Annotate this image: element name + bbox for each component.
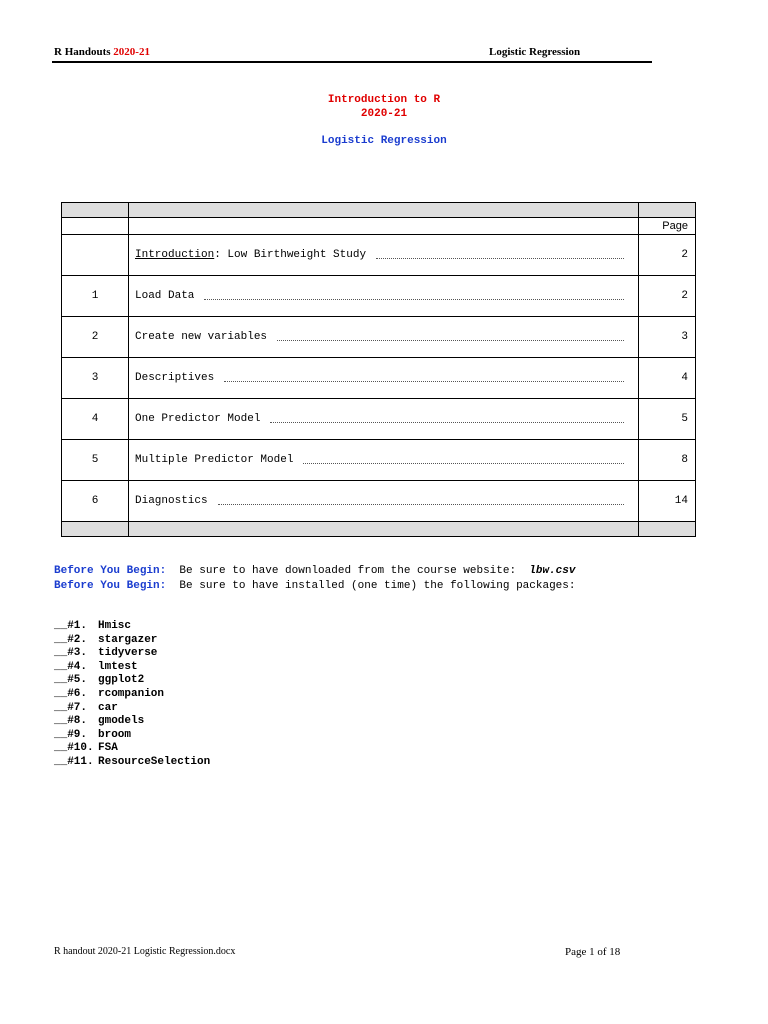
before-you-begin-line-2 [54, 580, 576, 592]
before-you-begin-text: Be sure to have downloaded from the course website: [166, 565, 530, 577]
list-item [54, 647, 210, 661]
package-list [54, 620, 210, 770]
toc-page-header-row [62, 218, 696, 235]
list-item [54, 756, 210, 770]
toc-row-page: 14 [639, 481, 696, 522]
package-number: __#7. [54, 701, 88, 714]
header-left [54, 46, 150, 58]
toc-row-page: 3 [639, 317, 696, 358]
dot-leader [218, 504, 624, 505]
before-you-begin-text: Be sure to have installed (one time) the following packages: [166, 580, 576, 592]
toc-row-title[interactable]: : Low Birthweight Study [214, 249, 367, 261]
toc-row-title-cell [129, 276, 639, 317]
toc-top-shade-row [62, 203, 696, 218]
list-item [54, 742, 210, 756]
toc-row-title-cell [129, 317, 639, 358]
toc-row-title[interactable]: Load Data [135, 290, 195, 302]
toc-row-title-cell [129, 358, 639, 399]
toc-row-number: 2 [62, 317, 129, 358]
toc-row [62, 235, 696, 276]
title-line-1: Introduction to R [327, 94, 441, 106]
toc-row-title-cell [129, 440, 639, 481]
header-title: R Handouts [54, 46, 114, 58]
header-right: Logistic Regression [489, 46, 581, 58]
list-item [54, 634, 210, 648]
before-you-begin-label: Before You Begin: [54, 580, 167, 592]
list-item [54, 715, 210, 729]
toc-row-number: 6 [62, 481, 129, 522]
toc-row [62, 317, 696, 358]
list-item [54, 688, 210, 702]
package-number: __#10. [54, 742, 94, 755]
toc-row-title-cell [129, 481, 639, 522]
package-number: __#5. [54, 674, 88, 687]
list-item [54, 661, 210, 675]
toc-row-title[interactable]: Descriptives [135, 372, 215, 384]
package-name: tidyverse [98, 647, 158, 660]
footer-filename: R handout 2020-21 Logistic Regression.docx [54, 946, 236, 957]
package-name: ResourceSelection [98, 755, 211, 768]
package-name: stargazer [98, 633, 158, 646]
footer-page-number: Page 1 of 18 [565, 946, 621, 958]
package-number: __#8. [54, 715, 88, 728]
list-item [54, 620, 210, 634]
toc-row-number: 5 [62, 440, 129, 481]
package-name: FSA [98, 742, 118, 755]
package-number: __#2. [54, 633, 88, 646]
package-name: Hmisc [98, 620, 132, 632]
data-file-name: lbw.csv [529, 565, 576, 577]
package-name: broom [98, 728, 132, 741]
toc-row-page: 5 [639, 399, 696, 440]
dot-leader [303, 463, 624, 464]
package-name: rcompanion [98, 687, 165, 700]
package-number: __#3. [54, 647, 88, 660]
list-item [54, 702, 210, 716]
package-name: ggplot2 [98, 674, 145, 687]
package-name: gmodels [98, 715, 145, 728]
toc-row-page: 4 [639, 358, 696, 399]
dot-leader [224, 381, 624, 382]
toc-row [62, 358, 696, 399]
toc-row-number [62, 235, 129, 276]
dot-leader [277, 340, 624, 341]
package-number: __#9. [54, 728, 88, 741]
header-rule [52, 61, 652, 63]
toc-row-number: 4 [62, 399, 129, 440]
before-you-begin-line-1 [54, 565, 576, 577]
list-item [54, 674, 210, 688]
package-number: __#6. [54, 687, 88, 700]
toc-row-title[interactable]: One Predictor Model [135, 413, 261, 425]
toc-table [61, 202, 696, 537]
toc-row-title[interactable]: Multiple Predictor Model [135, 454, 294, 466]
title-line-3: Logistic Regression [321, 135, 447, 147]
before-you-begin-label: Before You Begin: [54, 565, 167, 577]
package-number: __#4. [54, 660, 88, 673]
dot-leader [270, 422, 624, 423]
dot-leader [376, 258, 624, 259]
toc-row [62, 440, 696, 481]
toc-row-title[interactable]: Create new variables [135, 331, 268, 343]
toc-row-title-cell [129, 235, 639, 276]
toc-row [62, 399, 696, 440]
toc-row-title[interactable]: Diagnostics [135, 495, 208, 507]
toc-row-title-cell [129, 399, 639, 440]
package-number: __#11. [54, 755, 94, 768]
package-name: lmtest [98, 660, 138, 673]
toc-row-page: 2 [639, 235, 696, 276]
toc-bottom-shade-row [62, 522, 696, 537]
package-name: car [98, 701, 118, 714]
toc-row-page: 8 [639, 440, 696, 481]
toc-row-number: 1 [62, 276, 129, 317]
toc-row [62, 276, 696, 317]
title-line-2: 2020-21 [360, 108, 408, 120]
toc-row-page: 2 [639, 276, 696, 317]
toc-row [62, 481, 696, 522]
package-number: __#1. [54, 620, 88, 632]
list-item [54, 729, 210, 743]
dot-leader [204, 299, 624, 300]
toc-row-title-prefix[interactable]: Introduction [135, 249, 215, 261]
header-year: 2020-21 [113, 46, 150, 58]
toc-row-number: 3 [62, 358, 129, 399]
toc-page-header: Page [639, 218, 696, 235]
